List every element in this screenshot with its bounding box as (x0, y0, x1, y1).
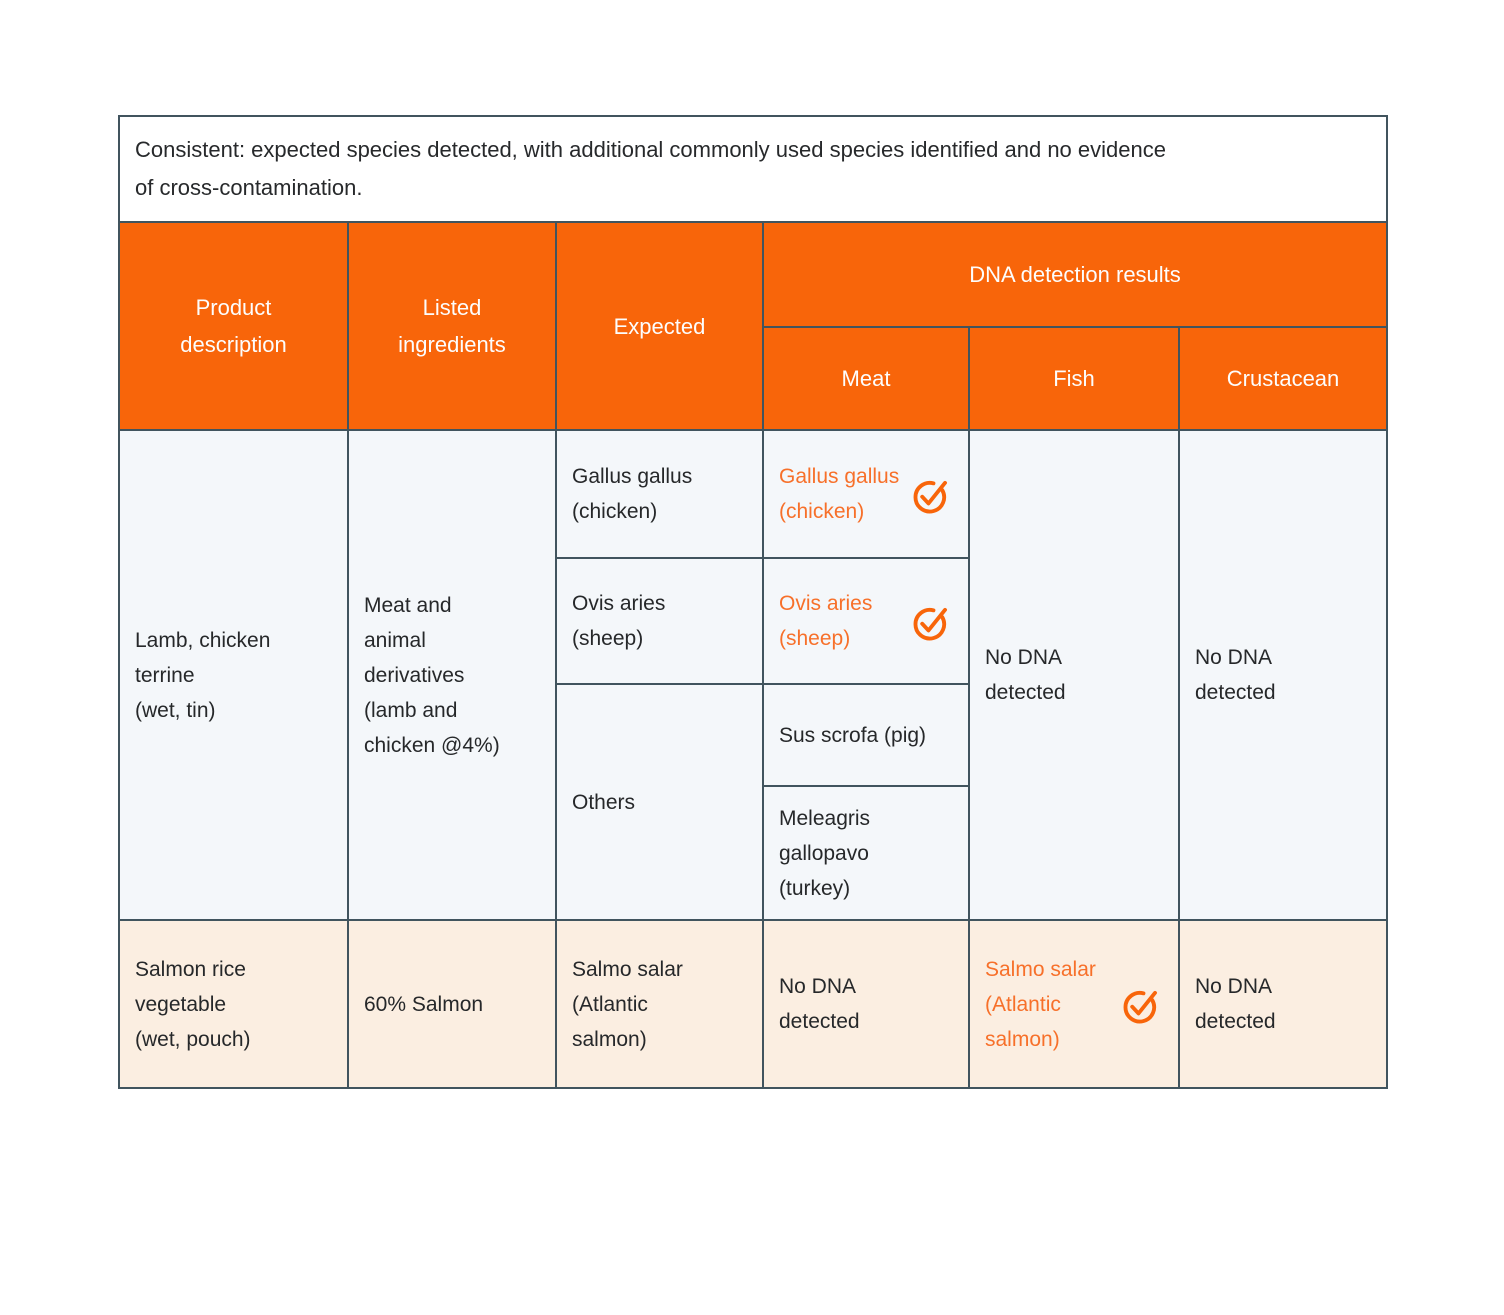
cell-crustacean-result (1179, 430, 1387, 920)
result-text: No DNA detected (1195, 646, 1276, 704)
expected-species-text: Others (572, 790, 636, 814)
col-header-product-description (119, 222, 348, 430)
cell-meat-result-match (763, 430, 969, 558)
col-header-expected (556, 222, 763, 430)
expected-species-text: Gallus gallus (chicken) (572, 465, 693, 523)
cell-expected-species (556, 558, 763, 684)
detected-species-text: Sus scrofa (pig) (779, 723, 927, 747)
listed-ingredients-text: 60% Salmon (364, 992, 484, 1016)
col-header-fish (969, 327, 1179, 430)
result-text: No DNA detected (1195, 975, 1276, 1033)
dna-results-table (118, 115, 1388, 1089)
header-label: DNA detection results (969, 262, 1181, 287)
header-row-1 (119, 222, 1387, 327)
header-label: Fish (1053, 366, 1095, 391)
cell-listed-ingredients (348, 920, 556, 1088)
detected-species-text: Salmo salar (Atlantic salmon) (985, 957, 1096, 1051)
header-label: Crustacean (1226, 366, 1340, 391)
header-label: Expected (613, 313, 706, 339)
result-text: No DNA detected (985, 646, 1066, 704)
check-circle-icon (1121, 983, 1164, 1026)
col-header-listed-ingredients (348, 222, 556, 430)
result-text: No DNA detected (779, 975, 860, 1033)
header-label: Listed ingredients (398, 295, 506, 357)
product-format: (wet, pouch) (135, 1027, 251, 1051)
listed-ingredients-text: Meat and animal derivatives (lamb and chicken @4%) (364, 593, 500, 757)
cell-product-description (119, 430, 348, 920)
table-row (119, 430, 1387, 558)
cell-expected-species (556, 684, 763, 920)
product-format: (wet, tin) (135, 698, 216, 722)
cell-meat-result (763, 786, 969, 920)
table-caption-cell (119, 116, 1387, 222)
product-name: Salmon rice vegetable (135, 957, 246, 1016)
col-header-meat (763, 327, 969, 430)
cell-expected-species (556, 920, 763, 1088)
header-label: Product description (180, 295, 287, 357)
cell-crustacean-result (1179, 920, 1387, 1088)
table-caption: Consistent: expected species detected, with additional commonly used species identified and no evidence of cross-contamination. (135, 137, 1166, 200)
cell-fish-result (969, 430, 1179, 920)
cell-fish-result-match (969, 920, 1179, 1088)
caption-row (119, 116, 1387, 222)
cell-listed-ingredients (348, 430, 556, 920)
report-page (118, 115, 1386, 1089)
cell-meat-result-match (763, 558, 969, 684)
detected-species-text: Ovis aries (sheep) (779, 592, 873, 650)
expected-species-text: Salmo salar (Atlantic salmon) (572, 957, 683, 1051)
product-name: Lamb, chicken terrine (135, 628, 271, 687)
cell-meat-result (763, 920, 969, 1088)
detected-species-text: Meleagris gallopavo (turkey) (779, 806, 871, 900)
expected-species-text: Ovis aries (sheep) (572, 592, 666, 650)
col-header-crustacean (1179, 327, 1387, 430)
cell-meat-result (763, 684, 969, 786)
col-header-dna-detection-results (763, 222, 1387, 327)
check-circle-icon (911, 600, 954, 643)
cell-product-description (119, 920, 348, 1088)
cell-expected-species (556, 430, 763, 558)
header-label: Meat (841, 366, 891, 391)
check-circle-icon (911, 473, 954, 516)
table-row (119, 920, 1387, 1088)
detected-species-text: Gallus gallus (chicken) (779, 465, 900, 523)
